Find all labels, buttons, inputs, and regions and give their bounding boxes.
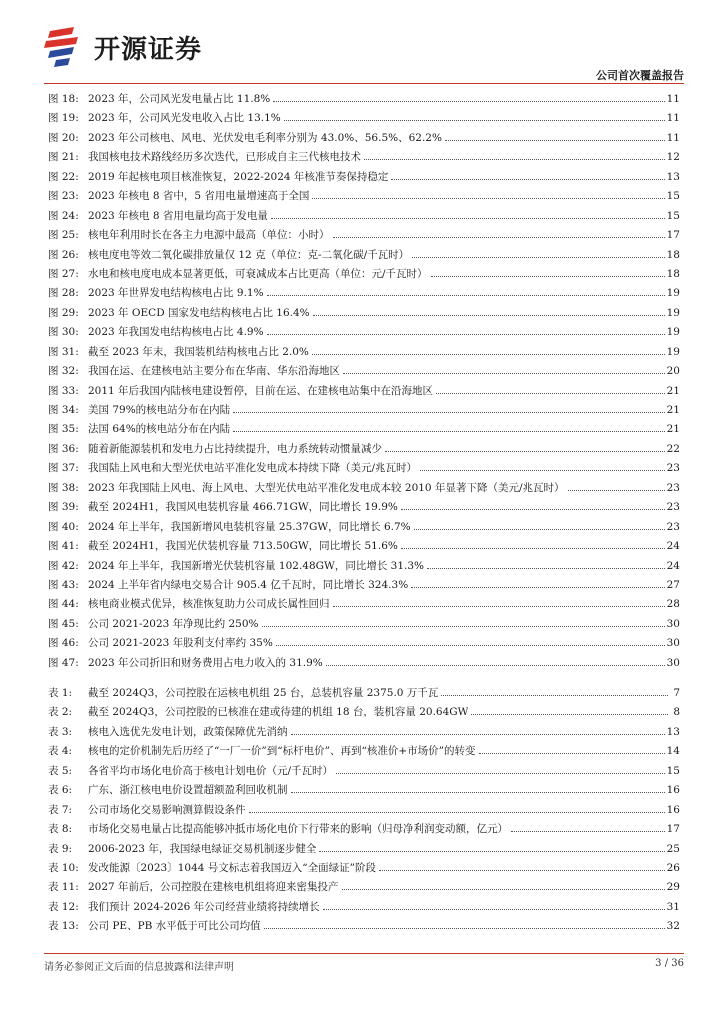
entry-label: 表 4: (48, 745, 73, 758)
entry-label: 图 33: (48, 384, 79, 397)
entry-title: 法国 64%的核电站分布在内陆 (88, 423, 231, 436)
entry-page-number: 15 (666, 209, 680, 222)
entry-title: 核电的定价机制先后历经了“一厂一价”到“标杆电价”、再到“核准价+市场价”的转变 (88, 745, 476, 758)
entry-label: 表 6: (48, 784, 73, 797)
toc-entry[interactable] (48, 820, 680, 839)
entry-page-number: 7 (673, 687, 680, 699)
toc-entry[interactable] (48, 703, 680, 722)
entry-label: 图 42: (48, 559, 79, 572)
toc-entry[interactable] (48, 576, 680, 595)
entry-title: 美国 79%的核电站分布在内陆 (88, 404, 231, 416)
entry-title: 截至 2024Q3，公司控股在运核电机组 25 台，总装机容量 2375.0 万千瓦 (88, 687, 439, 699)
toc-entry[interactable] (48, 207, 680, 226)
dot-leader (319, 851, 664, 852)
entry-title: 2027 年前后，公司控股在建核电机组将迎来密集投产 (88, 881, 339, 894)
entry-page-number: 23 (666, 481, 680, 494)
toc-entry[interactable] (48, 840, 680, 859)
page-header (44, 24, 684, 88)
entry-label: 表 11: (48, 881, 79, 894)
entry-title: 2023 年 OECD 国家发电结构核电占比 16.4% (88, 306, 310, 319)
entry-page-number: 18 (666, 267, 680, 280)
entry-label: 图 27: (48, 267, 79, 280)
entry-title: 2006-2023 年，我国绿电绿证交易机制逐步健全 (88, 842, 317, 855)
toc-entry[interactable] (48, 420, 680, 439)
entry-label: 图 30: (48, 326, 79, 339)
toc-entry[interactable] (48, 109, 680, 128)
entry-label: 图 41: (48, 540, 79, 553)
dot-leader (385, 451, 665, 452)
toc-entry[interactable] (48, 634, 680, 653)
dot-leader (441, 695, 668, 696)
entry-title: 2011 年后我国内陆核电建设暂停，目前在运、在建核电站集中在沿海地区 (88, 384, 434, 397)
dot-leader (412, 257, 665, 258)
entry-page-number: 15 (666, 190, 680, 203)
entry-page-number: 19 (666, 306, 680, 319)
entry-title: 水电和核电度电成本显著更低，可衰减成本占比更高（单位：元/千瓦时） (88, 267, 428, 280)
toc-entry[interactable] (48, 898, 680, 917)
toc-entry[interactable] (48, 362, 680, 381)
entry-page-number: 23 (666, 520, 680, 533)
entry-title: 公司市场化交易影响测算假设条件 (88, 803, 246, 816)
dot-leader (271, 218, 665, 219)
toc-entry[interactable] (48, 90, 680, 109)
dot-leader (401, 509, 665, 510)
entry-title: 截至 2024H1，我国风电装机容量 466.71GW，同比增长 19.9% (88, 501, 398, 514)
dot-leader (436, 393, 665, 394)
page-number: 3 / 36 (655, 958, 684, 969)
toc-entry[interactable] (48, 498, 680, 517)
toc-entry[interactable] (48, 742, 680, 761)
entry-label: 图 23: (48, 190, 79, 203)
dot-leader (511, 831, 665, 832)
entry-label: 图 28: (48, 287, 79, 300)
entry-title: 我们预计 2024-2026 年公司经营业绩将持续增长 (88, 900, 320, 913)
figure-list (48, 90, 680, 673)
dot-leader (267, 295, 665, 296)
dot-leader (276, 645, 665, 646)
entry-page-number: 31 (666, 900, 680, 913)
entry-label: 表 8: (48, 823, 73, 836)
toc-entry[interactable] (48, 518, 680, 537)
entry-page-number: 30 (666, 617, 680, 630)
dot-leader (312, 198, 664, 199)
entry-label: 图 22: (48, 170, 79, 183)
entry-label: 表 5: (48, 764, 73, 777)
entry-title: 广东、浙江核电电价设置超额盈利回收机制 (88, 784, 288, 797)
entry-title: 2023 年我国陆上风电、海上风电、大型光伏电站平准化发电成本较 2010 年显著下降（美元/兆瓦时） (88, 481, 565, 494)
toc-entry[interactable] (48, 459, 680, 478)
entry-page-number: 11 (666, 112, 680, 125)
toc-entry[interactable] (48, 304, 680, 323)
entry-page-number: 21 (666, 404, 680, 416)
entry-label: 图 40: (48, 520, 79, 533)
entry-title: 2023 年我国发电结构核电占比 4.9% (88, 326, 264, 339)
entry-label: 表 2: (48, 706, 73, 719)
toc-entry[interactable] (48, 654, 680, 673)
entry-page-number: 19 (666, 326, 680, 339)
entry-title: 2023 年，公司风光发电收入占比 13.1% (88, 112, 281, 125)
entry-title: 2023 年核电 8 省中，5 省用电量增速高于全国 (88, 190, 310, 203)
entry-page-number: 19 (666, 287, 680, 300)
toc-entry[interactable] (48, 557, 680, 576)
entry-page-number: 15 (666, 764, 680, 777)
toc-entry[interactable] (48, 917, 680, 936)
entry-page-number: 24 (666, 540, 680, 553)
toc-entry[interactable] (48, 284, 680, 303)
toc-entry[interactable] (48, 343, 680, 362)
entry-title: 市场化交易电量占比提高能够冲抵市场化电价下行带来的影响（归母净利润变动额，亿元） (88, 823, 508, 836)
dot-leader (284, 120, 665, 121)
dot-leader (291, 734, 665, 735)
dot-leader (445, 140, 665, 141)
entry-page-number: 20 (666, 365, 680, 378)
dot-leader (414, 529, 665, 530)
toc-entry[interactable] (48, 440, 680, 459)
dot-leader (233, 431, 664, 432)
entry-page-number: 11 (666, 93, 680, 105)
entry-label: 图 39: (48, 501, 79, 514)
entry-title: 随着新能源装机和发电力占比持续提升，电力系统转动惯量减少 (88, 442, 382, 455)
entry-page-number: 11 (666, 131, 680, 144)
entry-label: 表 13: (48, 920, 79, 933)
dot-leader (333, 606, 665, 607)
dot-leader (343, 373, 665, 374)
entry-label: 图 24: (48, 209, 79, 222)
entry-page-number: 13 (666, 170, 680, 183)
dot-leader (313, 315, 665, 316)
entry-title: 各省平均市场化电价高于核电计划电价（元/千瓦时） (88, 764, 334, 777)
entry-label: 表 10: (48, 861, 79, 874)
dot-leader (262, 626, 665, 627)
entry-page-number: 22 (666, 442, 680, 455)
entry-title: 2023 年公司核电、风电、光伏发电毛利率分别为 43.0%、56.5%、62.2% (88, 131, 442, 144)
toc-entry[interactable] (48, 615, 680, 634)
toc-entry[interactable] (48, 187, 680, 206)
entry-page-number: 28 (666, 598, 680, 611)
entry-title: 我国核电技术路线经历多次迭代，已形成自主三代核电技术 (88, 151, 361, 164)
entry-label: 图 18: (48, 93, 79, 105)
entry-label: 图 45: (48, 617, 79, 630)
entry-page-number: 23 (666, 501, 680, 514)
entry-page-number: 12 (666, 151, 680, 164)
entry-page-number: 17 (666, 229, 680, 242)
entry-label: 表 9: (48, 842, 73, 855)
entry-page-number: 19 (666, 345, 680, 358)
disclaimer-note: 请务必参阅正文后面的信息披露和法律声明 (44, 962, 234, 973)
toc-entry[interactable] (48, 878, 680, 897)
company-logo (44, 24, 202, 70)
entry-title: 2019 年起核电项目核准恢复，2022-2024 年核准节奏保持稳定 (88, 170, 389, 183)
entry-title: 2023 年公司折旧和财务费用占电力收入的 31.9% (88, 656, 323, 669)
entry-title: 2024 年上半年，我国新增风电装机容量 25.37GW，同比增长 6.7% (88, 520, 411, 533)
entry-label: 图 32: (48, 365, 79, 378)
entry-page-number: 27 (666, 578, 680, 591)
dot-leader (233, 412, 664, 413)
toc-entry[interactable] (48, 401, 680, 420)
dot-leader (379, 870, 665, 871)
dot-leader (431, 276, 665, 277)
entry-page-number: 29 (666, 881, 680, 894)
entry-page-number: 16 (666, 803, 680, 816)
toc-entry[interactable] (48, 537, 680, 556)
entry-page-number: 30 (666, 656, 680, 669)
entry-page-number: 24 (666, 559, 680, 572)
toc-entry[interactable] (48, 129, 680, 148)
entry-title: 发改能源〔2023〕1044 号文标志着我国迈入“全面绿证”阶段 (88, 861, 377, 874)
entry-label: 图 44: (48, 598, 79, 611)
entry-page-number: 14 (666, 745, 680, 758)
dot-leader (568, 490, 665, 491)
entry-page-number: 21 (666, 423, 680, 436)
toc-entry[interactable] (48, 382, 680, 401)
entry-page-number: 8 (673, 706, 680, 719)
dot-leader (391, 179, 664, 180)
entry-title: 公司 2021-2023 年股利支付率约 35% (88, 637, 273, 650)
dot-leader (401, 548, 665, 549)
header-divider (44, 83, 684, 84)
entry-page-number: 13 (666, 725, 680, 738)
entry-title: 核电入选优先发电计划，政策保障优先消纳 (88, 725, 288, 738)
toc-entry[interactable] (48, 859, 680, 878)
dot-leader (336, 773, 665, 774)
toc-entry[interactable] (48, 265, 680, 284)
toc-entry[interactable] (48, 168, 680, 187)
brand-name: 开源证券 (94, 34, 203, 65)
toc-entry[interactable] (48, 479, 680, 498)
dot-leader (312, 354, 665, 355)
dot-leader (291, 792, 665, 793)
entry-page-number: 16 (666, 784, 680, 797)
toc-entry[interactable] (48, 246, 680, 265)
entry-label: 图 43: (48, 578, 79, 591)
entry-label: 图 31: (48, 345, 79, 358)
entry-title: 公司 PE、PB 水平低于可比公司均值 (88, 920, 261, 933)
dot-leader (479, 753, 665, 754)
toc-entry[interactable] (48, 226, 680, 245)
entry-label: 图 19: (48, 112, 79, 125)
entry-title: 我国陆上风电和大型光伏电站平准化发电成本持续下降（美元/兆瓦时） (88, 462, 418, 475)
dot-leader (323, 909, 665, 910)
dot-leader (364, 159, 665, 160)
entry-page-number: 25 (666, 842, 680, 855)
entry-title: 2024 年上半年，我国新增光伏装机容量 102.48GW，同比增长 31.3% (88, 559, 425, 572)
entry-title: 截至 2024Q3，公司控股的已核准在建或待建的机组 18 台，装机容量 20.64GW (88, 706, 469, 719)
toc-entry[interactable] (48, 801, 680, 820)
dot-leader (342, 889, 665, 890)
entry-label: 图 34: (48, 404, 79, 416)
dot-leader (273, 101, 664, 102)
entry-page-number: 32 (666, 920, 680, 933)
toc-entry[interactable] (48, 781, 680, 800)
entry-label: 表 12: (48, 900, 79, 913)
toc-entry[interactable] (48, 684, 680, 703)
entry-title: 2023 年，公司风光发电量占比 11.8% (88, 93, 271, 105)
dot-leader (427, 568, 665, 569)
entry-label: 图 35: (48, 423, 79, 436)
entry-title: 核电商业模式优异，核准恢复助力公司成长属性回归 (88, 598, 330, 611)
entry-page-number: 26 (666, 861, 680, 874)
entry-title: 公司 2021-2023 年净现比约 250% (88, 617, 259, 630)
entry-title: 核电年利用时长在各主力电源中最高（单位：小时） (88, 229, 330, 242)
entry-title: 截至 2023 年末，我国装机结构核电占比 2.0% (88, 345, 309, 358)
entry-title: 2023 年世界发电结构核电占比 9.1% (88, 287, 264, 300)
dot-leader (420, 470, 665, 471)
entry-label: 图 46: (48, 637, 79, 650)
entry-page-number: 17 (666, 823, 680, 836)
report-type-label: 公司首次覆盖报告 (596, 69, 684, 82)
entry-label: 图 26: (48, 248, 79, 261)
toc-entry[interactable] (48, 762, 680, 781)
dot-leader (326, 665, 665, 666)
entry-label: 图 20: (48, 131, 79, 144)
entry-label: 图 21: (48, 151, 79, 164)
entry-title: 核电度电等效二氧化碳排放量仅 12 克（单位：克-二氧化碳/千瓦时） (88, 248, 410, 261)
table-list (48, 684, 680, 937)
entry-label: 图 47: (48, 656, 79, 669)
entry-label: 图 38: (48, 481, 79, 494)
entry-label: 图 36: (48, 442, 79, 455)
entry-page-number: 30 (666, 637, 680, 650)
dot-leader (333, 237, 665, 238)
entry-label: 图 37: (48, 462, 79, 475)
dot-leader (267, 334, 665, 335)
entry-label: 表 3: (48, 725, 73, 738)
entry-title: 2024 上半年省内绿电交易合计 905.4 亿千瓦时，同比增长 324.3% (88, 578, 409, 591)
toc-entry[interactable] (48, 148, 680, 167)
entry-page-number: 18 (666, 248, 680, 261)
logo-mark-icon (44, 27, 88, 67)
toc-entry[interactable] (48, 723, 680, 742)
dot-leader (471, 714, 668, 715)
toc-entry[interactable] (48, 323, 680, 342)
entry-title: 我国在运、在建核电站主要分布在华南、华东沿海地区 (88, 365, 340, 378)
entry-label: 图 25: (48, 229, 79, 242)
entry-page-number: 23 (666, 462, 680, 475)
entry-title: 2023 年核电 8 省用电量均高于发电量 (88, 209, 268, 222)
dot-leader (249, 812, 665, 813)
dot-leader (264, 928, 665, 929)
dot-leader (411, 587, 664, 588)
entry-label: 表 1: (48, 687, 73, 699)
footer-divider (44, 953, 684, 954)
entry-title: 截至 2024H1，我国光伏装机容量 713.50GW，同比增长 51.6% (88, 540, 398, 553)
toc-entry[interactable] (48, 595, 680, 614)
entry-label: 图 29: (48, 306, 79, 319)
entry-page-number: 21 (666, 384, 680, 397)
entry-label: 表 7: (48, 803, 73, 816)
